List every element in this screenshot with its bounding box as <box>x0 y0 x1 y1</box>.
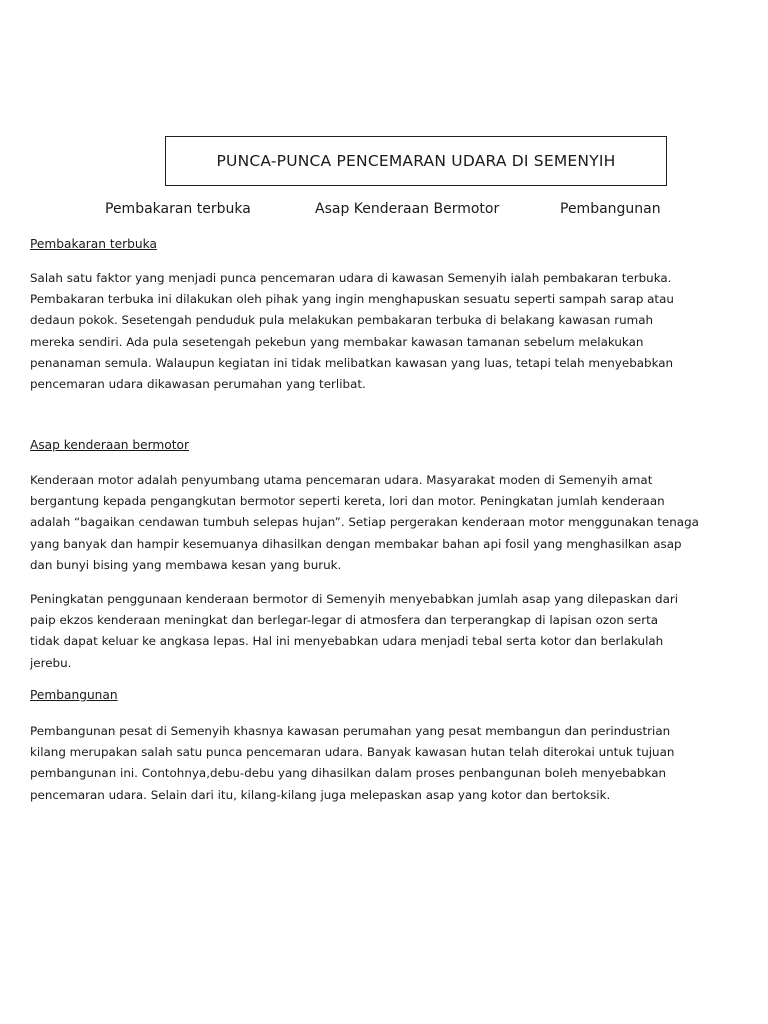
text-line: penanaman semula. Walaupun kegiatan ini tidak melibatkan kawasan yang luas, tetapi telah menyebabkan <box>30 355 674 370</box>
topic-list <box>0 201 768 223</box>
text-line: pencemaran udara. Selain dari itu, kilang-kilang juga melepaskan asap yang kotor dan bertoksik. <box>30 787 611 802</box>
text-line: bergantung kepada pengangkutan bermotor seperti kereta, lori dan motor. Peningkatan jumlah kenderaan <box>30 494 665 509</box>
document-title: PUNCA-PUNCA PENCEMARAN UDARA DI SEMENYIH <box>216 152 616 170</box>
text-line: paip ekzos kenderaan meningkat dan berlegar-legar di atmosfera dan terperangkap di lapisan ozon serta <box>30 613 659 628</box>
text-line: Pembakaran terbuka ini dilakukan oleh pihak yang ingin menghapuskan sesuatu seperti sampah sarap atau <box>30 292 674 307</box>
text-line: tidak dapat keluar ke angkasa lepas. Hal ini menyebabkan udara menjadi tebal serta kotor dan berlakulah <box>30 634 664 649</box>
topic-asap-kenderaan: Asap Kenderaan Bermotor <box>315 201 500 217</box>
text-line: dan bunyi bising yang membawa kesan yang buruk. <box>30 557 342 572</box>
paragraph-asap-2 <box>30 589 742 674</box>
title-box <box>165 136 667 186</box>
section-heading-asap: Asap kenderaan bermotor <box>30 438 189 452</box>
text-line: Kenderaan motor adalah penyumbang utama pencemaran udara. Masyarakat moden di Semenyih amat <box>30 473 653 487</box>
text-line: pencemaran udara dikawasan perumahan yang terlibat. <box>30 377 366 392</box>
text-line: jerebu. <box>30 655 72 670</box>
text-line: dedaun pokok. Sesetengah penduduk pula melakukan pembakaran terbuka di belakang kawasan rumah <box>30 313 654 328</box>
topic-pembangunan: Pembangunan <box>560 201 661 217</box>
paragraph-pembangunan <box>30 721 742 806</box>
text-line: mereka sendiri. Ada pula sesetengah pekebun yang membakar kawasan tamanan sebelum melakukan <box>30 334 644 349</box>
paragraph-asap-1 <box>30 470 742 576</box>
text-line: adalah “bagaikan cendawan tumbuh selepas hujan”. Setiap pergerakan kenderaan motor menggunakan tenaga <box>30 515 699 530</box>
text-line: Salah satu faktor yang menjadi punca pencemaran udara di kawasan Semenyih ialah pembakaran terbuka. <box>30 271 672 285</box>
text-line: Peningkatan penggunaan kenderaan bermotor di Semenyih menyebabkan jumlah asap yang dilepaskan dari <box>30 592 679 606</box>
section-heading-pembakaran: Pembakaran terbuka <box>30 237 157 251</box>
text-line: kilang merupakan salah satu punca pencemaran udara. Banyak kawasan hutan telah diterokai untuk tujuan <box>30 745 675 760</box>
paragraph-pembakaran <box>30 268 742 395</box>
text-line: Pembangunan pesat di Semenyih khasnya kawasan perumahan yang pesat membangun dan perindustrian <box>30 724 671 738</box>
section-heading-pembangunan: Pembangunan <box>30 688 118 702</box>
topic-pembakaran-terbuka: Pembakaran terbuka <box>105 201 251 217</box>
text-line: yang banyak dan hampir kesemuanya dihasilkan dengan membakar bahan api fosil yang menghasilkan asap <box>30 536 682 551</box>
text-line: pembangunan ini. Contohnya,debu-debu yang dihasilkan dalam proses penbangunan boleh menyebabkan <box>30 766 667 781</box>
